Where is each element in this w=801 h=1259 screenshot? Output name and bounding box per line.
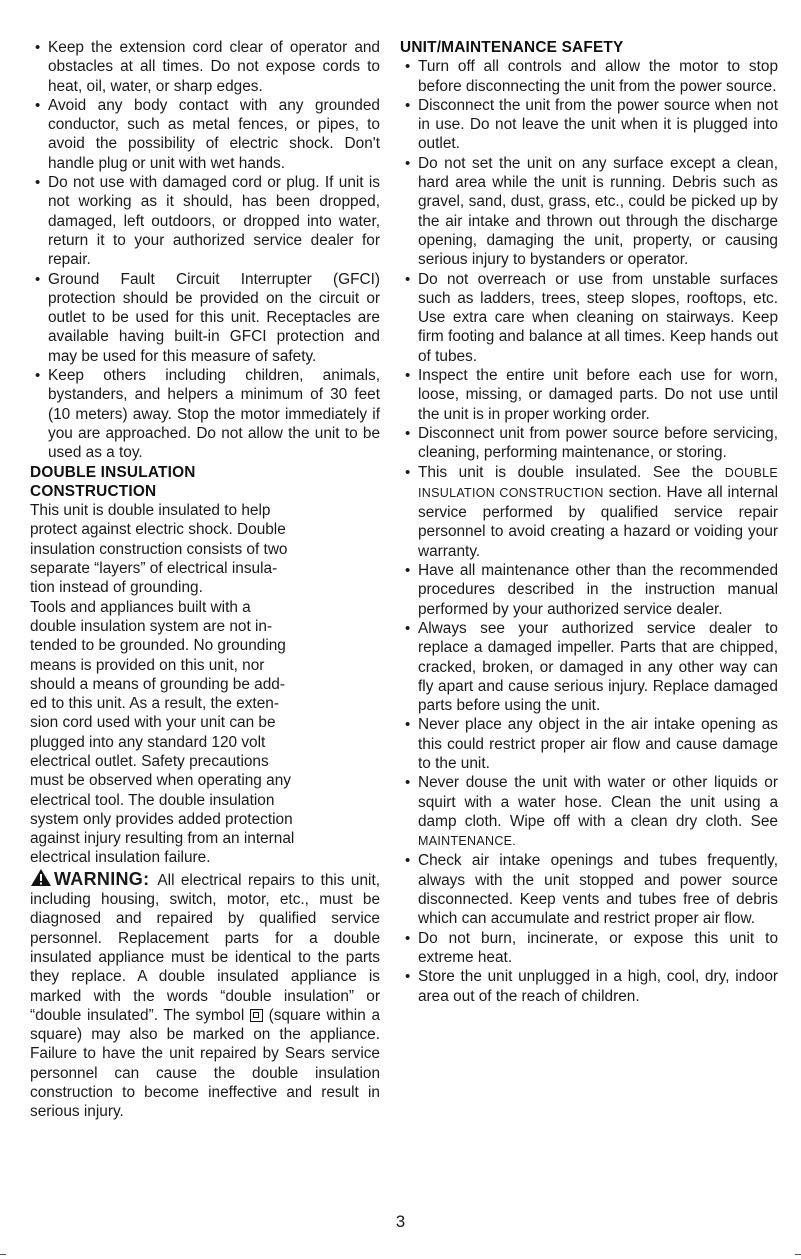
list-item: • Check air intake openings and tubes frequently, always with the unit stopped and power source disconnected. Keep vents and tubes free of debris which can accumulate and restrict proper air flow.: [400, 851, 778, 928]
list-item: • Inspect the entire unit before each use for worn, loose, missing, or damaged parts. Do not use until the unit is in proper working order.: [400, 366, 778, 424]
double-insulation-paragraph-1: [30, 501, 380, 597]
warning-text: All electrical repairs to this unit, including housing, switch, motor, etc., must be diagnosed and repaired by qualified service personnel. Replacement parts for a double insulated appliance must be identical to the parts they replace. A double insulated appliance is marked with the words “double insulation” or “double insulated”. The symbol: [30, 871, 380, 1024]
warning-paragraph: [30, 868, 380, 1122]
list-item: • Have all maintenance other than the recommended procedures described in the instruction manual performed by your authorized service dealer.: [400, 561, 778, 619]
double-insulation-symbol-icon: [250, 1009, 263, 1022]
left-column: [30, 38, 380, 1122]
text-line: ed to this unit. As a result, the exten-: [30, 695, 279, 713]
text-line: Tools and appliances built with a: [30, 598, 251, 616]
text-line: must be observed when operating any: [30, 772, 291, 790]
safety-bullet-list-right: [400, 57, 778, 1006]
text-line: sion cord used with your unit can be: [30, 714, 276, 732]
page-number: 3: [395, 1212, 406, 1231]
text-line: plugged into any standard 120 volt: [30, 733, 266, 751]
list-item: • Store the unit unplugged in a high, cool, dry, indoor area out of the reach of children.: [400, 967, 778, 1006]
warning-triangle-icon: [30, 868, 52, 887]
text-line: should a means of grounding be add-: [30, 675, 285, 693]
safety-bullet-list-left: [30, 38, 380, 463]
bullet-text: This unit is double insulated. See the: [418, 463, 714, 481]
text-line: double insulation system are not in-: [30, 617, 273, 635]
text-line: insulation construction consists of two: [30, 540, 288, 558]
text-line: means is provided on this unit, nor: [30, 656, 265, 674]
bullet-text: section. Have all internal service performed by qualified service repair personnel to avoid creating a hazard or voiding your warranty.: [418, 483, 778, 560]
list-item: • Always see your authorized service dealer to replace a damaged impeller. Parts that are chipped, cracked, broken, or damaged in any other way can fly apart and cause serious injury. Replace damaged parts before using the unit.: [400, 619, 778, 715]
double-insulation-heading-line1: DOUBLE INSULATION: [30, 463, 196, 481]
text-line: tion instead of grounding.: [30, 579, 203, 597]
bullet-text: Never douse the unit with water or other liquids or squirt with a water hose. Clean the unit using a damp cloth. Wipe off with a clean dry cloth. See: [418, 774, 778, 830]
text-line: electrical insulation failure.: [30, 849, 211, 867]
double-insulation-heading-line2: CONSTRUCTION: [30, 482, 157, 500]
list-item: • Disconnect the unit from the power source when not in use. Do not leave the unit when it is plugged into outlet.: [400, 96, 778, 154]
list-item: • Never place any object in the air intake opening as this could restrict proper air flow and cause damage to the unit.: [400, 715, 778, 773]
list-item: • Do not use with damaged cord or plug. If unit is not working as it should, has been dropped, damaged, left outdoors, or dropped into water, return it to your authorized service dealer for repair.: [30, 173, 380, 269]
list-item: • Do not overreach or use from unstable surfaces such as ladders, trees, steep slopes, rooftops, etc. Use extra care when cleaning on stairways. Keep firm footing and balance at all times. Keep hands out of tubes.: [400, 270, 778, 366]
text-line: tended to be grounded. No grounding: [30, 637, 286, 655]
section-reference: DOUBLE INSULATION CONSTRUCTION: [418, 465, 778, 500]
list-item: [400, 773, 778, 851]
text-line: electrical outlet. Safety precautions: [30, 752, 269, 770]
text-line: This unit is double insulated to help: [30, 502, 271, 520]
text-line: protect against electric shock. Double: [30, 521, 286, 539]
edge-mark: [795, 1254, 801, 1255]
list-item: • Turn off all controls and allow the motor to stop before disconnecting the unit from the power source.: [400, 57, 778, 96]
double-insulation-paragraph-2: [30, 598, 380, 868]
list-item: • Keep others including children, animals, bystanders, and helpers a minimum of 30 feet (10 meters) away. Stop the motor immediately if you are approached. Do not allow the unit to be used as a toy.: [30, 366, 380, 462]
section-reference: MAINTENANCE.: [418, 834, 517, 849]
list-item: • Keep the extension cord clear of operator and obstacles at all times. Do not expose cords to heat, oil, water, or sharp edges.: [30, 38, 380, 96]
list-item: • Do not set the unit on any surface except a clean, hard area while the unit is running. Debris such as gravel, sand, dust, grass, etc., could be picked up by the air intake and thrown out through the discharge opening, damaging the unit, property, or causing serious injury to bystanders or operator.: [400, 154, 778, 270]
list-item: • Ground Fault Circuit Interrupter (GFCI) protection should be provided on the circuit or outlet to be used for this unit. Receptacles are available having built-in GFCI protection and may be used for this measure of safety.: [30, 270, 380, 366]
unit-maintenance-safety-heading: UNIT/MAINTENANCE SAFETY: [400, 39, 624, 56]
text-line: electrical tool. The double insulation: [30, 791, 275, 809]
text-line: separate “layers” of electrical insula-: [30, 560, 278, 578]
text-line: system only provides added protection: [30, 810, 293, 828]
list-item: • Avoid any body contact with any grounded conductor, such as metal fences, or pipes, to avoid the possibility of electric shock. Don't handle plug or unit with wet hands.: [30, 96, 380, 173]
list-item: • Disconnect unit from power source before servicing, cleaning, performing maintenance, or storing.: [400, 424, 778, 463]
warning-text-continued: (square within a square) may also be marked on the appliance. Failure to have the unit repaired by Sears service personnel can cause the double insulation construction to become ineffective and result in serious injury.: [30, 1006, 380, 1121]
list-item: • Do not burn, incinerate, or expose this unit to extreme heat.: [400, 929, 778, 968]
list-item: [400, 463, 778, 561]
warning-label: WARNING:: [54, 868, 150, 889]
right-column: [400, 38, 778, 1006]
text-line: against injury resulting from an internal: [30, 830, 295, 848]
edge-mark: [0, 1254, 6, 1255]
